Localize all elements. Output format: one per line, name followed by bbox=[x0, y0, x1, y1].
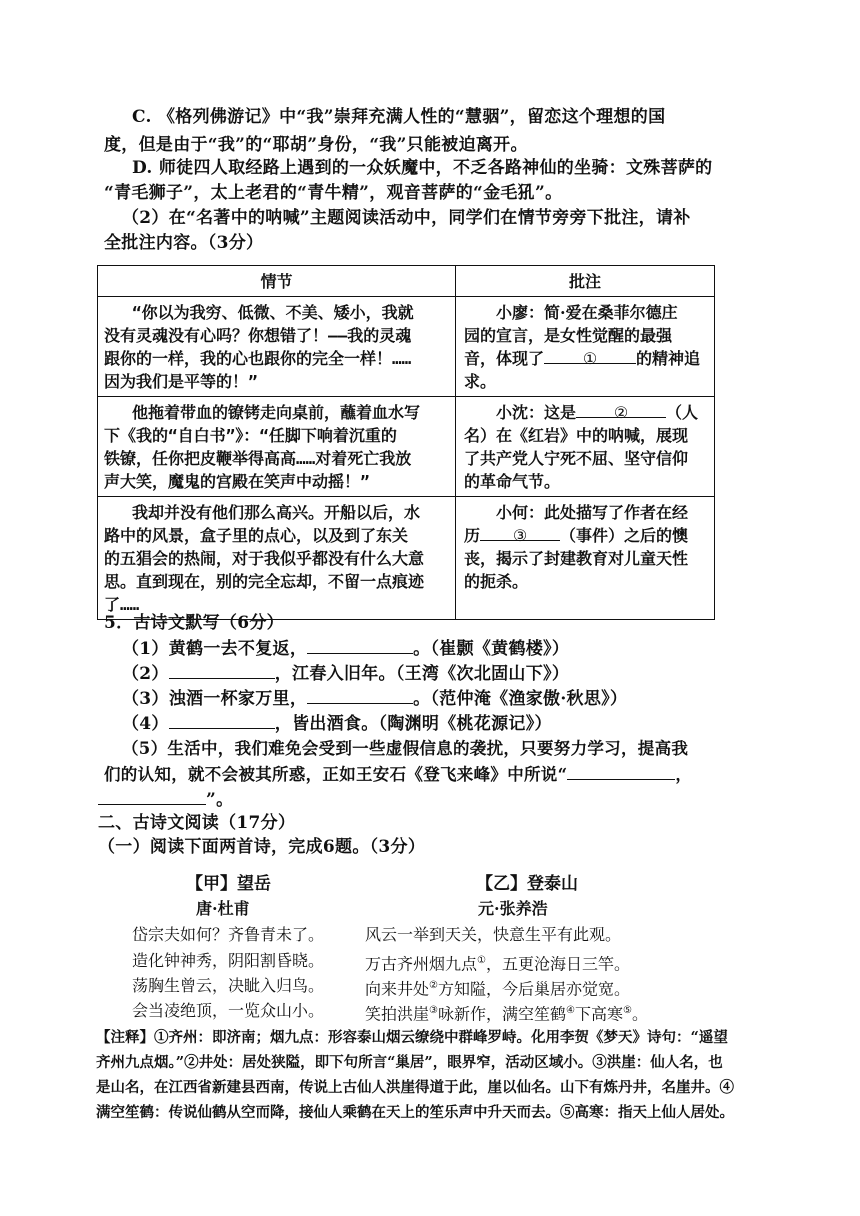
poem-yi-line: 笑拍洪崖③咏新作，满空笙鹤④下高寒⑤。 bbox=[365, 1004, 648, 1024]
note-line: 小沈：这是 ② （人 bbox=[496, 403, 699, 422]
note-line: 音，体现了 ① 的精神追 bbox=[464, 349, 701, 368]
plot-line: 没有灵魂没有心吗？你想错了！——我的灵魂 bbox=[104, 326, 412, 345]
note-line: 了共产党人宁死不屈、坚守信仰 bbox=[464, 449, 689, 468]
dictation-q5-line3: ”。 bbox=[98, 788, 233, 811]
poem-jia-author: 唐·杜甫 bbox=[196, 899, 250, 918]
plot-line: 跟你的一样，我的心也跟你的完全一样！…… bbox=[104, 349, 412, 368]
plot-cell bbox=[98, 297, 456, 397]
table-header-note: 批注 bbox=[456, 266, 715, 297]
note-cell bbox=[456, 497, 715, 620]
dictation-q5-line1: （5）生活中，我们难免会受到一些虚假信息的袭扰，只要努力学习，提高我 bbox=[122, 739, 689, 758]
answer-blank-3[interactable]: ③ bbox=[480, 524, 560, 541]
dictation-q1: （1）黄鹤一去不复返， 。（崔颢《黄鹤楼》） bbox=[122, 639, 570, 659]
option-d-line2: “青毛狮子”，太上老君的“青牛精”，观音菩萨的“金毛犼”。 bbox=[104, 183, 563, 203]
option-c-line2: 度，但是由于“我”的“耶胡”身份，“我”只能被迫离开。 bbox=[104, 135, 528, 155]
plot-line: 思。直到现在，别的完全忘却，不留一点痕迹 bbox=[104, 572, 425, 591]
section-2-title: 二、古诗文阅读（17分） bbox=[98, 813, 296, 833]
poem-jia-title: 【甲】望岳 bbox=[186, 874, 271, 894]
plot-line: 了…… bbox=[104, 595, 140, 614]
note-line: 名）在《红岩》中的呐喊，展现 bbox=[464, 426, 689, 445]
question-2-line2: 全批注内容。（3分） bbox=[104, 233, 264, 253]
note-cell bbox=[456, 297, 715, 397]
dictation-blank[interactable] bbox=[98, 788, 206, 805]
answer-blank-1[interactable]: ① bbox=[544, 347, 636, 364]
note-line: 历 ③ （事件）之后的懊 bbox=[464, 526, 689, 545]
note-line: 丧，揭示了封建教育对儿童天性 bbox=[464, 549, 689, 568]
dictation-q2: （2） ，江春入旧年。（王湾《次北固山下》） bbox=[122, 664, 570, 684]
plot-line: 下《我的“自白书”》：“任脚下响着沉重的 bbox=[104, 426, 397, 445]
question-2-line1: （2）在“名著中的呐喊”主题阅读活动中，同学们在情节旁旁下批注，请补 bbox=[122, 208, 691, 228]
dictation-blank[interactable] bbox=[307, 637, 413, 654]
dictation-q5-line2: 们的认知，就不会被其所惑，正如王安石《登飞来峰》中所说“ ， bbox=[104, 765, 693, 784]
poem-jia-line: 会当凌绝顶，一览众山小。 bbox=[132, 1001, 325, 1020]
plot-line: 因为我们是平等的！” bbox=[104, 372, 258, 391]
dictation-blank[interactable] bbox=[567, 763, 675, 780]
dictation-blank[interactable] bbox=[307, 687, 413, 704]
poem-jia-line: 岱宗夫如何？齐鲁青未了。 bbox=[132, 925, 325, 944]
poem-yi-title: 【乙】登泰山 bbox=[476, 874, 578, 894]
poem-yi-line: 风云一举到天关，快意生平有此观。 bbox=[365, 925, 622, 944]
poem-jia-line: 荡胸生曾云，决眦入归鸟。 bbox=[132, 976, 325, 995]
table-header-plot: 情节 bbox=[98, 266, 456, 297]
note-line: 园的宣言，是女性觉醒的最强 bbox=[464, 326, 673, 345]
plot-line: “你以为我穷、低微、不美、矮小，我就 bbox=[132, 303, 414, 322]
poem-annotations: 【注释】①齐州：即济南；烟九点：形容泰山烟云缭绕中群峰罗峙。化用李贺《梦天》诗句：“遥望齐州九点烟。”②井处：居处狭隘，即下句所言“巢居”，眼界窄，活动区域小。③洪崖：仙人名，也是山名，在江西省新建县西南，传说上古仙人洪崖得道于此，崖以仙名。山下有炼丹井，名崖井。④满空笙鹤：传说仙鹤从空而降，接仙人乘鹤在天上的笙乐声中升天而去。⑤高寒：指天上仙人居处。 bbox=[96, 1029, 734, 1121]
plot-line: 路中的风景，盒子里的点心，以及到了东关 bbox=[104, 526, 409, 545]
dictation-blank[interactable] bbox=[169, 712, 275, 729]
note-line: 小何：此处描写了作者在经 bbox=[496, 503, 689, 522]
dictation-title: 5．古诗文默写（6分） bbox=[104, 613, 284, 633]
plot-line: 他拖着带血的镣铐走向桌前，蘸着血水写 bbox=[132, 403, 421, 422]
plot-line: 声大笑，魔鬼的宫殿在笑声中动摇！” bbox=[104, 472, 370, 491]
plot-cell bbox=[98, 397, 456, 497]
plot-line: 铁镣，任你把皮鞭举得高高……对着死亡我放 bbox=[104, 449, 412, 468]
dictation-blank[interactable] bbox=[169, 662, 275, 679]
section-2-subtitle: （一）阅读下面两首诗，完成6题。（3分） bbox=[98, 837, 426, 857]
option-c-line1: C. 《格列佛游记》中“我”崇拜充满人性的“慧骃”，留恋这个理想的国 bbox=[132, 107, 666, 127]
poem-yi-line: 万古齐州烟九点①，五更沧海日三竿。 bbox=[365, 954, 630, 974]
plot-line: 的五猖会的热闹，对于我似乎都没有什么大意 bbox=[104, 549, 425, 568]
poem-yi-author: 元·张养浩 bbox=[478, 899, 548, 918]
dictation-q3: （3）浊酒一杯家万里， 。（范仲淹《渔家傲·秋思》） bbox=[122, 689, 628, 709]
note-line: 求。 bbox=[464, 372, 497, 391]
answer-blank-2[interactable]: ② bbox=[576, 401, 666, 418]
dictation-q4: （4） ，皆出酒食。（陶渊明《桃花源记》） bbox=[122, 714, 552, 734]
poem-yi-line: 向来井处②方知隘，今后巢居亦觉宽。 bbox=[365, 979, 630, 999]
note-cell bbox=[456, 397, 715, 497]
table-row bbox=[98, 497, 715, 620]
table-row bbox=[98, 297, 715, 397]
plot-cell bbox=[98, 497, 456, 620]
annotation-table bbox=[97, 265, 715, 620]
plot-line: 我却并没有他们那么高兴。开船以后，水 bbox=[132, 503, 421, 522]
note-line: 的扼杀。 bbox=[464, 572, 529, 591]
option-d-line1: D. 师徒四人取经路上遇到的一众妖魔中，不乏各路神仙的坐骑：文殊菩萨的 bbox=[132, 158, 713, 178]
note-line: 小廖：简·爱在桑菲尔德庄 bbox=[496, 303, 678, 322]
poem-jia-line: 造化钟神秀，阴阳割昏晓。 bbox=[132, 951, 325, 970]
note-line: 的革命气节。 bbox=[464, 472, 561, 491]
table-row bbox=[98, 397, 715, 497]
